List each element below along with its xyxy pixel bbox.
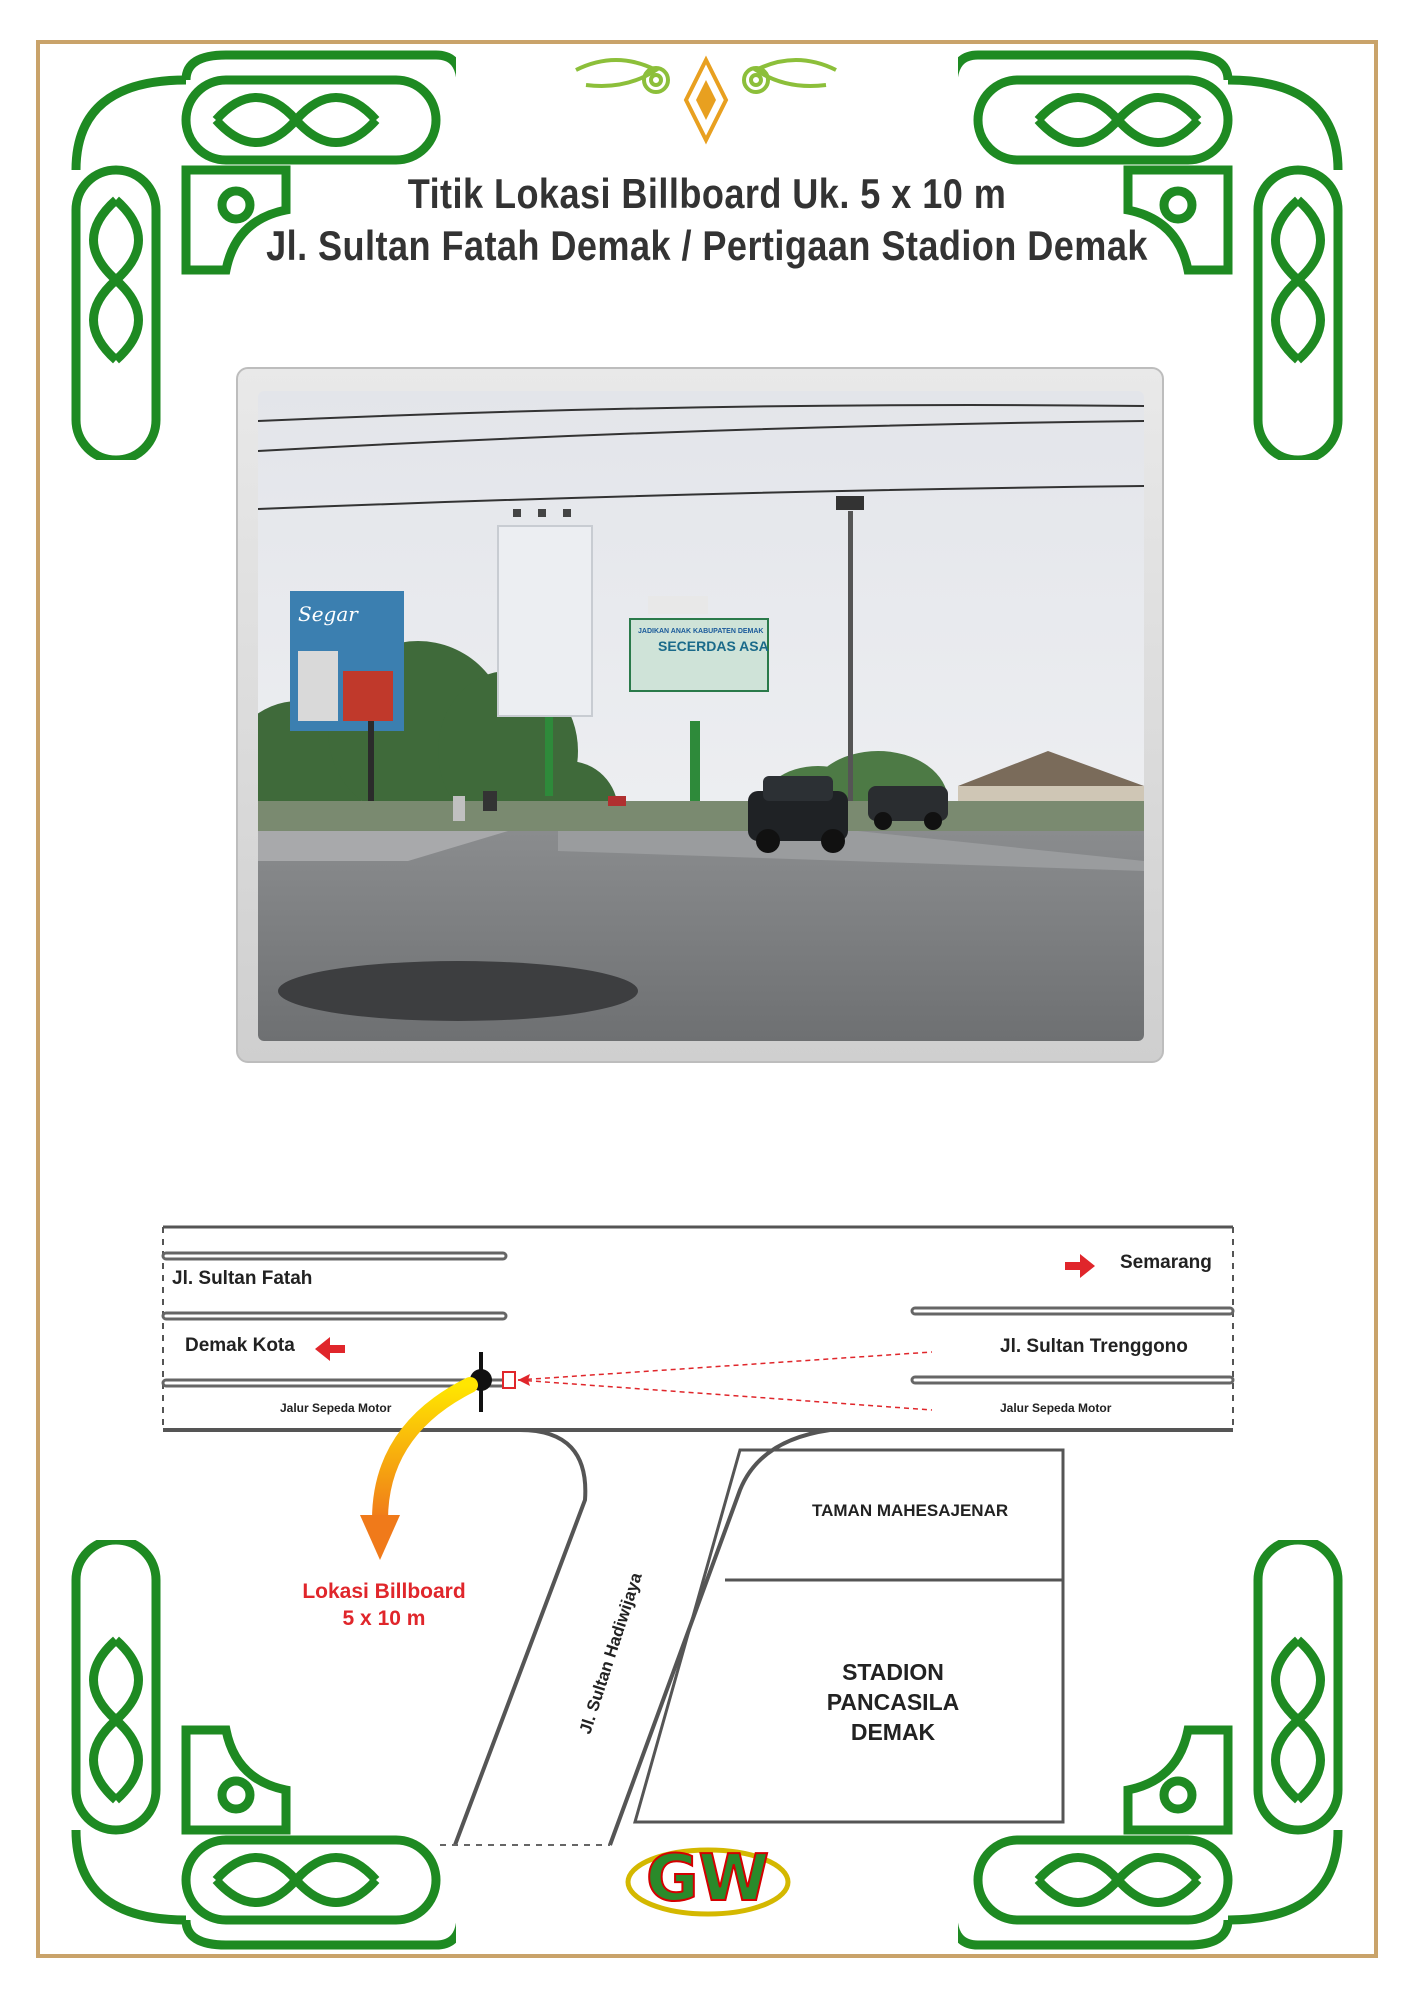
stadium-label-2: PANCASILA [826,1689,960,1715]
arrow-right-icon [1065,1254,1095,1278]
pointer-arrow-head-icon [360,1515,400,1560]
view-lines [518,1352,932,1410]
logo-letters: GW [646,1842,770,1916]
stadium-label-1: STADION [842,1659,944,1685]
direction-right-label: Semarang [1120,1252,1212,1273]
left-billboard-text: Segar [298,602,358,626]
lane-right-label: Jalur Sepeda Motor [1000,1401,1112,1415]
billboard-location-label-2: 5 x 10 m [342,1607,426,1630]
title-line-1: Titik Lokasi Billboard Uk. 5 x 10 m [407,170,1007,217]
road-side-label: Jl. Sultan Hadiwijaya [575,1570,646,1737]
title-line-2: Jl. Sultan Fatah Demak / Pertigaan Stadion Demak [266,222,1148,269]
arrow-left-icon [315,1337,345,1361]
gw-logo [618,1822,798,1932]
billboard-location-label-1: Lokasi Billboard [302,1580,466,1603]
direction-left-label: Demak Kota [185,1335,295,1356]
road-right-label: Jl. Sultan Trenggono [1000,1336,1188,1357]
pointer-arrow [380,1385,470,1520]
right-billboard-text-1: JADIKAN ANAK KABUPATEN DEMAK [638,628,764,635]
side-road-left-edge [163,1430,585,1845]
lane-left-label: Jalur Sepeda Motor [280,1401,392,1415]
stadium-label-3: DEMAK [850,1719,936,1745]
road-main-label: Jl. Sultan Fatah [172,1268,313,1289]
park-label: TAMAN MAHESAJENAR [812,1501,1009,1520]
right-billboard-text-2: SECERDAS ASA [658,638,769,654]
side-road-right-edge [610,1430,1233,1845]
